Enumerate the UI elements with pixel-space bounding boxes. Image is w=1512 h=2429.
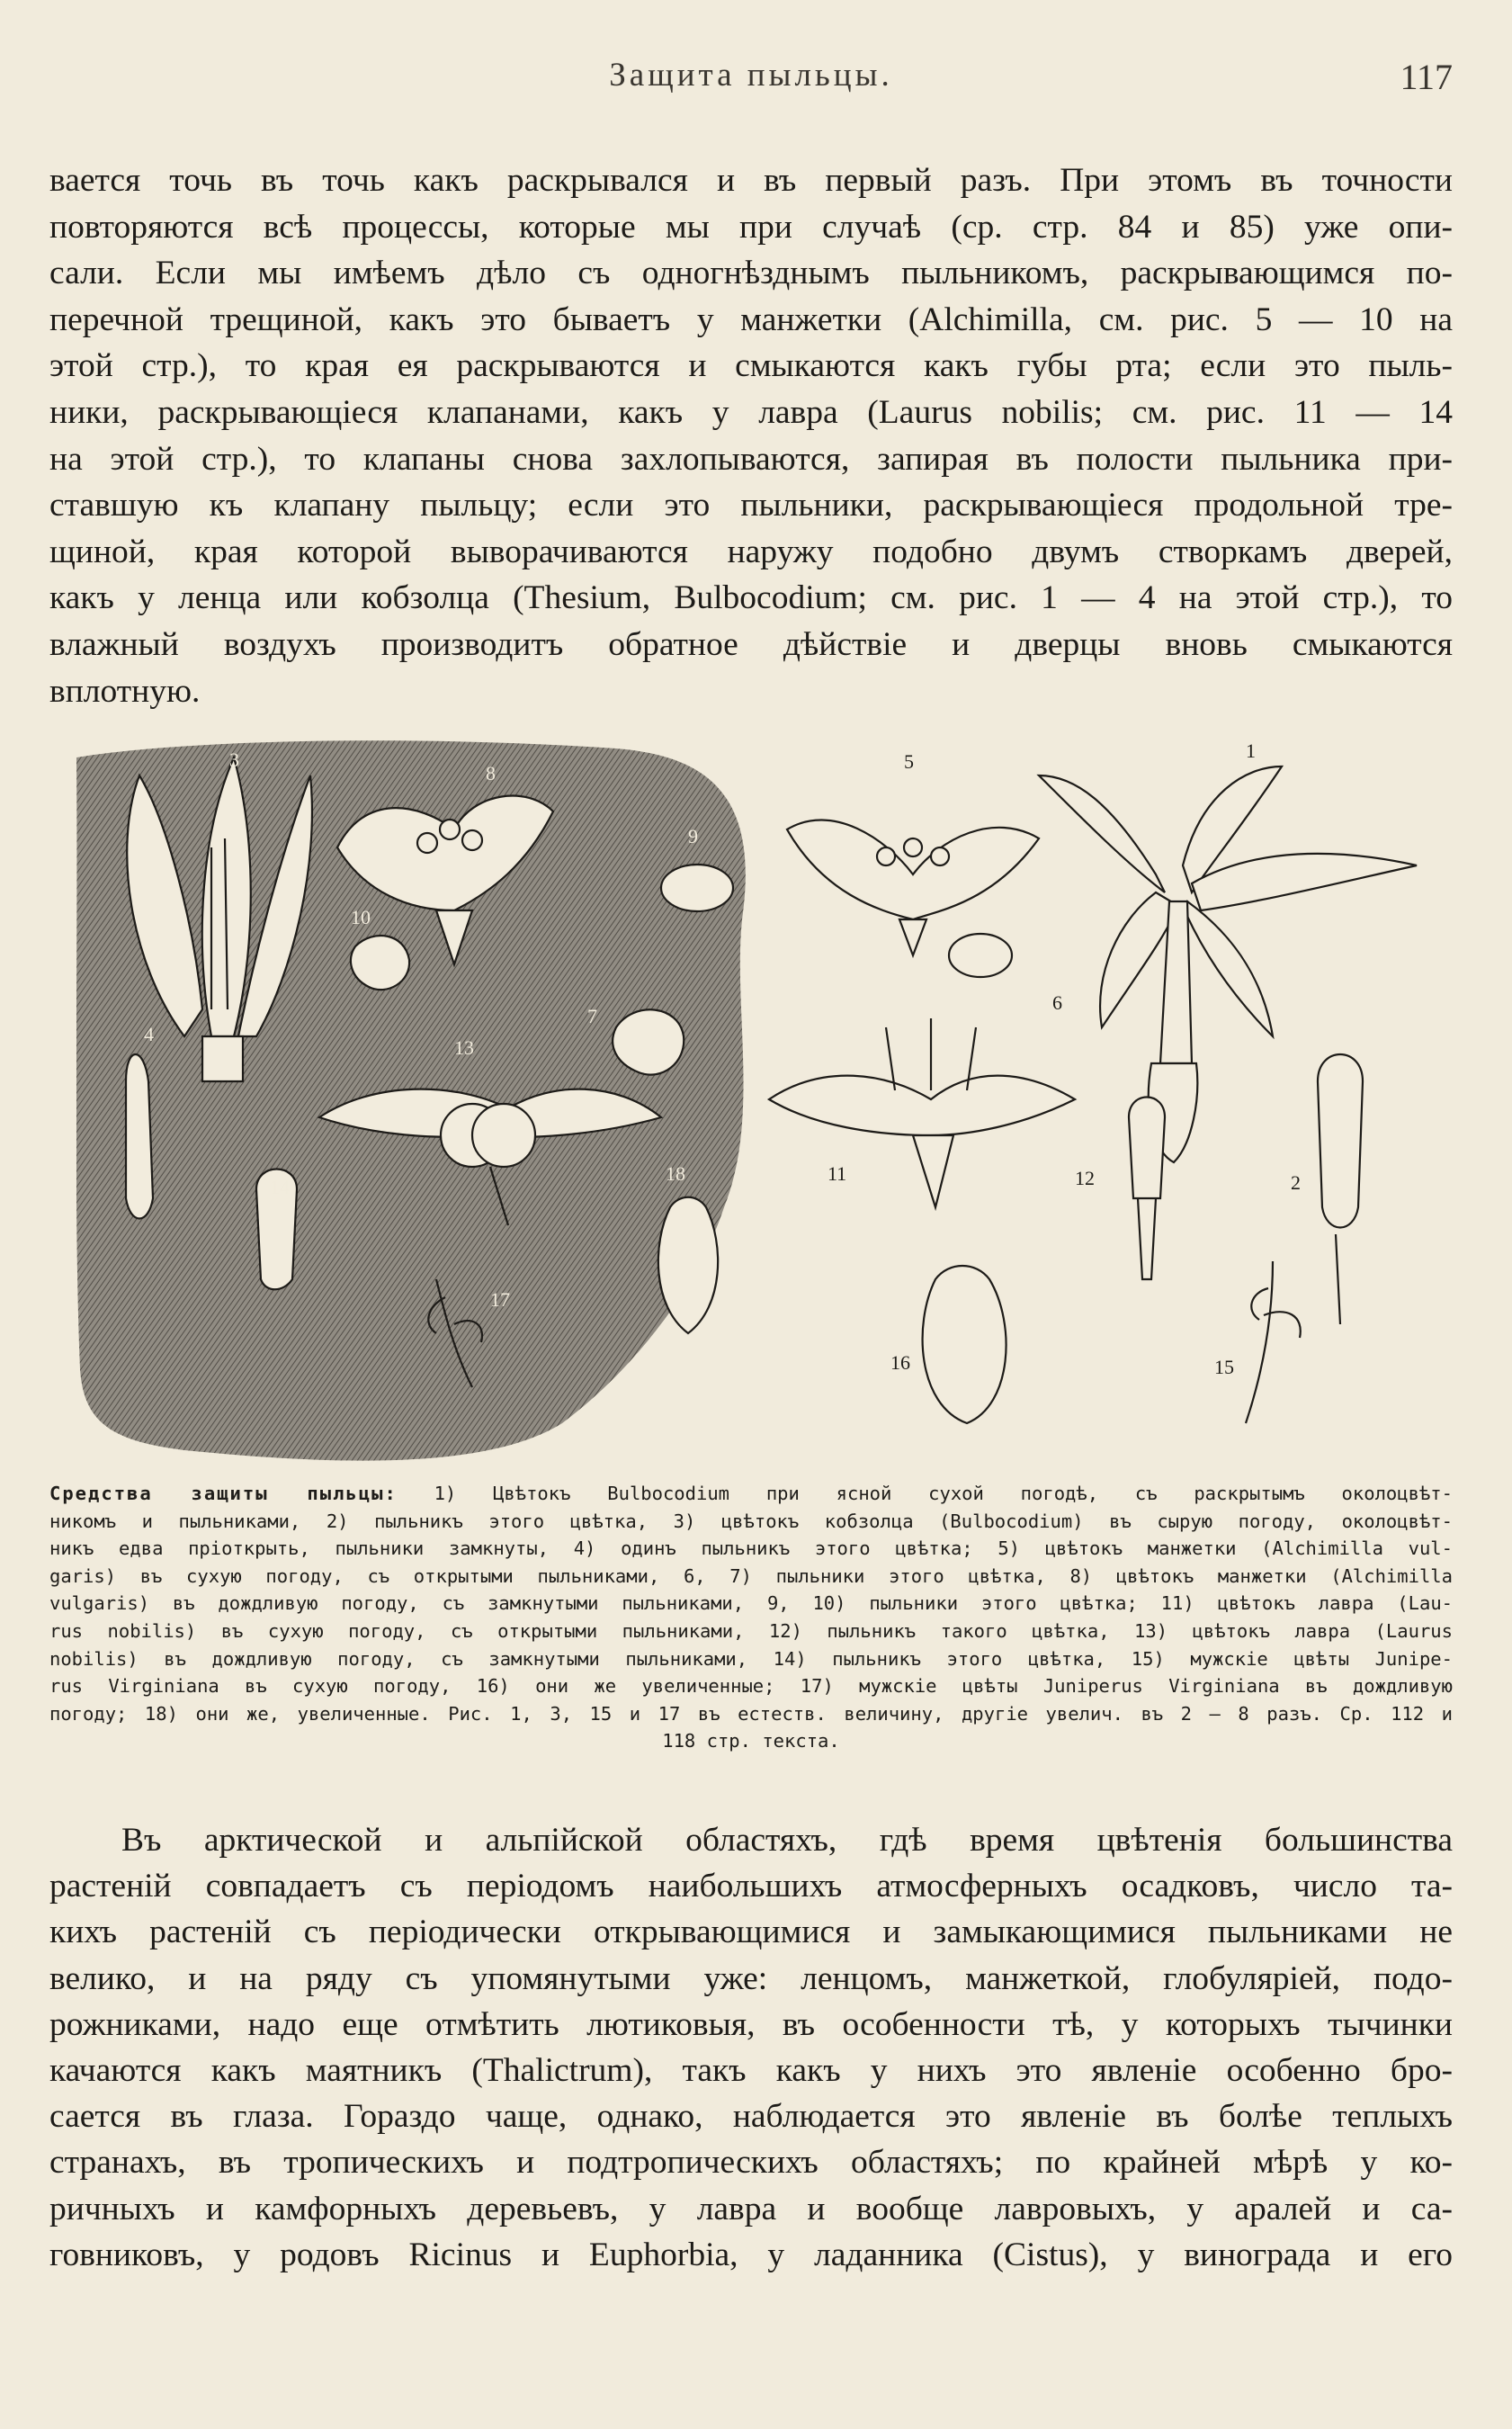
figure-10-anther [351, 936, 409, 990]
text-line: странахъ, въ тропическихъ и подтропическихъ областяхъ; по крайней мѣрѣ у ко- [49, 2144, 1453, 2182]
caption-line: garis) въ сухую погоду, съ открытыми пыльниками, 6, 7) пыльники этого цвѣтка, 8) цвѣтокъ манжетки (Alchimilla [49, 1564, 1453, 1587]
figure-12-anther [1129, 1098, 1165, 1280]
figure-label: 15 [1214, 1356, 1234, 1378]
text-line: сали. Если мы имѣемъ дѣло съ одногнѣзднымъ пыльникомъ, раскрывающимся по- [49, 255, 1453, 292]
page-header [49, 56, 1453, 110]
text-line: говниковъ, у родовъ Ricinus и Euphorbia, у ладанника (Cistus), у винограда и его [49, 2236, 1453, 2273]
figure-label: 17 [490, 1288, 510, 1311]
page-number: 117 [1400, 57, 1453, 97]
text-line: этой стр.), то края ея раскрываются и смыкаются какъ губы рта; если это пыль- [49, 347, 1453, 385]
caption-line: rus Virginiana въ сухую погоду, 16) они же увеличенные; 17) мужскіе цвѣты Juniperus Virginiana въ дождливую [49, 1675, 1453, 1698]
text-line: ричныхъ и камфорныхъ деревьевъ, у лавра и вообще лавровыхъ, у аралей и са- [49, 2190, 1453, 2227]
caption-line: погоду; 18) они же, увеличенные. Рис. 1, 3, 15 и 17 въ естеств. величину, другіе увелич. въ 2 — 8 разъ. Ср. 112 и [49, 1702, 1453, 1725]
figure-label: 8 [486, 762, 496, 784]
figure-label: 14 [270, 1176, 290, 1198]
figure-label: 9 [688, 825, 698, 847]
text-line: вается точь въ точь какъ раскрывался и въ первый разъ. При этомъ въ точности [49, 162, 1453, 199]
figure-label: 13 [454, 1036, 474, 1059]
text-line: на этой стр.), то клапаны снова захлопываются, запирая въ полости пыльника при- [49, 440, 1453, 478]
figure-6-anther [949, 934, 1012, 977]
figure-5-alchimilla-open [787, 820, 1039, 955]
figure-11-laurus-open [769, 1018, 1075, 1207]
text-line: Въ арктической и альпійской областяхъ, гдѣ время цвѣтенія большинства [121, 1822, 1453, 1859]
figure-illustration [76, 739, 1444, 1468]
text-line: щиной, края которой выворачиваются наружу подобно двумъ створкамъ дверей, [49, 533, 1453, 570]
figure-label: 18 [666, 1162, 685, 1185]
text-line: повторяются всѣ процессы, которые мы при случаѣ (ср. стр. 84 и 85) уже опи- [49, 208, 1453, 246]
text-line: сается въ глаза. Гораздо чаще, однако, наблюдается это явленіе въ болѣе теплыхъ [49, 2098, 1453, 2136]
figure-4-anther [126, 1054, 153, 1219]
figure-9-anther [661, 865, 733, 911]
text-line: какъ у ленца или кобзолца (Thesium, Bulbocodium; см. рис. 1 — 4 на этой стр.), то [49, 579, 1453, 617]
text-line: рожниками, надо еще отмѣтить лютиковыя, въ особенности тѣ, у которыхъ тычинки [49, 2005, 1453, 2043]
figure-label: 1 [1246, 739, 1256, 762]
figure-label: 10 [351, 906, 371, 928]
text-line: качаются какъ маятникъ (Thalictrum), такъ какъ у нихъ это явленіе особенно бро- [49, 2052, 1453, 2090]
caption-line: 1) Цвѣтокъ Bulbocodium при ясной сухой погодѣ, съ раскрытымъ околоцвѣт- [397, 1483, 1453, 1504]
caption-line: 118 стр. текста. [662, 1730, 840, 1752]
figure-label: 4 [144, 1023, 154, 1045]
figure-label: 11 [828, 1162, 847, 1185]
figure-2-anther [1318, 1054, 1363, 1324]
caption-line: никъ едва пріоткрыть, пыльники замкнуты, 4) одинъ пыльникъ этого цвѣтка; 5) цвѣтокъ манжетки (Alchimilla vul- [49, 1537, 1453, 1560]
figure-caption [49, 1480, 1453, 1755]
caption-line: rus nobilis) въ сухую погоду, съ открытыми пыльниками, 12) пыльникъ такого цвѣтка, 13) цвѣтокъ лавра (Laurus [49, 1619, 1453, 1642]
text-line: вплотную. [49, 672, 201, 710]
figure-15-juniper-branch [1246, 1261, 1301, 1423]
figure-label: 6 [1052, 991, 1062, 1014]
figure-label: 7 [587, 1005, 597, 1027]
figure-label: 5 [904, 750, 914, 773]
text-line: велико, и на ряду съ упомянутыми уже: ленцомъ, манжеткой, глобуляріей, подо- [49, 1959, 1453, 1997]
caption-line: nobilis) въ дождливую погоду, съ замкнутыми пыльниками, 14) пыльникъ этого цвѣтка, 15) мужскіе цвѣты Junipe- [49, 1647, 1453, 1670]
paragraph-1 [49, 157, 1453, 714]
figure-16-juniper-enlarged [923, 1266, 1007, 1423]
text-line: ники, раскрывающіеся клапанами, какъ у лавра (Laurus nobilis; см. рис. 11 — 14 [49, 393, 1453, 431]
text-line: кихъ растеній съ періодически открывающимися и замыкающимися пыльниками не [49, 1914, 1453, 1951]
text-line: ставшую къ клапану пыльцу; если это пыльники, раскрывающіеся продольной тре- [49, 487, 1453, 524]
text-line: влажный воздухъ производитъ обратное дѣйствіе и дверцы вновь смыкаются [49, 625, 1453, 663]
caption-lead: Средства защиты пыльцы: [49, 1483, 398, 1504]
text-line: растеній совпадаетъ съ періодомъ наибольшихъ атмосферныхъ осадковъ, число та- [49, 1868, 1453, 1905]
figure-label: 16 [890, 1351, 910, 1374]
running-title: Защита пыльцы. [609, 57, 893, 94]
botanical-figure [76, 739, 1444, 1468]
caption-line: vulgaris) въ дождливую погоду, съ замкнутыми пыльниками, 9, 10) пыльники этого цвѣтка; 11) цвѣтокъ лавра (Lau- [49, 1592, 1453, 1615]
text-line: перечной трещиной, какъ это бываетъ у манжетки (Alchimilla, см. рис. 5 — 10 на [49, 300, 1453, 338]
figure-label: 2 [1291, 1171, 1301, 1194]
paragraph-2 [49, 1817, 1453, 2278]
figure-label: 3 [229, 748, 239, 771]
figure-label: 12 [1075, 1167, 1095, 1189]
caption-line: никомъ и пыльниками, 2) пыльникъ этого цвѣтка, 3) цвѣтокъ кобзолца (Bulbocodium) въ сырую погоду, околоцвѣт- [49, 1510, 1453, 1532]
